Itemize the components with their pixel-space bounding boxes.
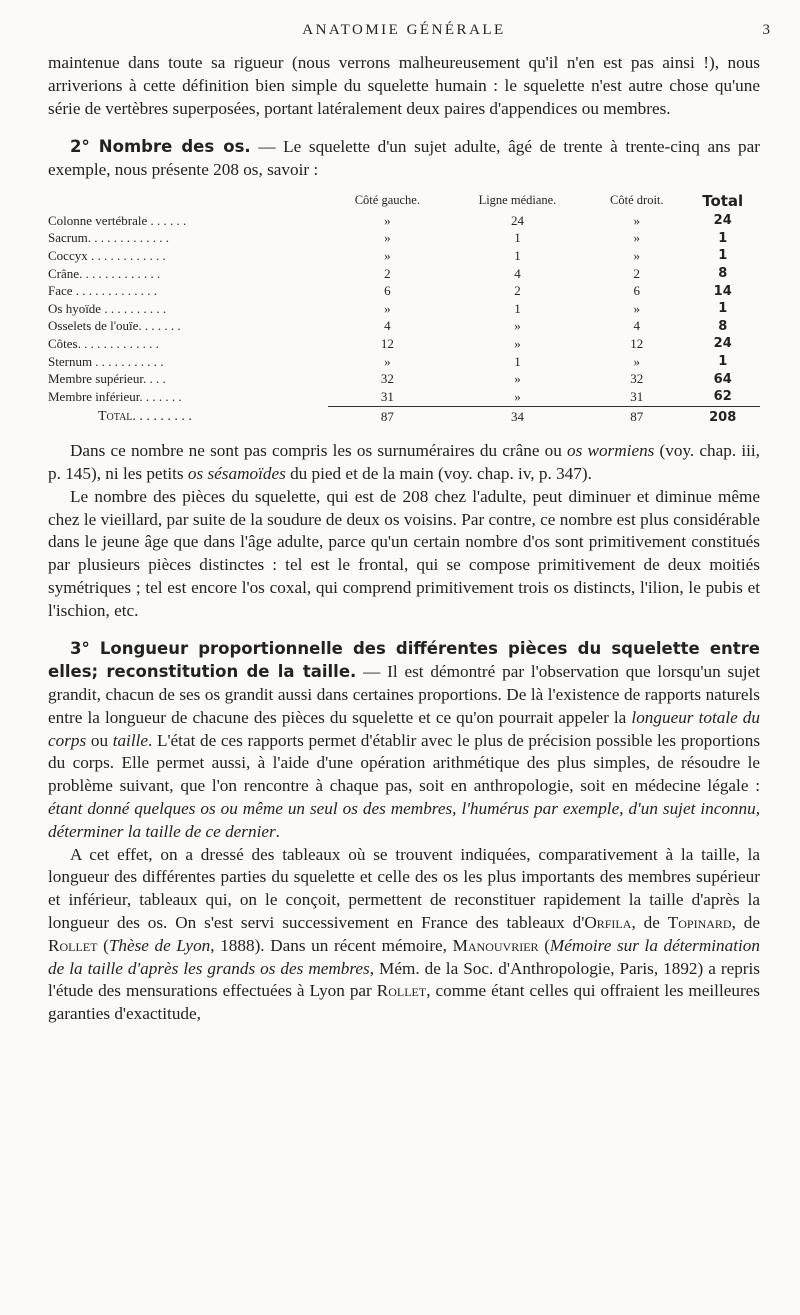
table-row <box>48 370 760 388</box>
col-left-header: Côté gauche. <box>354 193 420 208</box>
author-name: Rollet <box>376 981 427 1001</box>
italic-term: taille <box>112 730 149 750</box>
italic-citation: Mémoire sur la détermination de la taille d'après les grands os des membres <box>48 935 760 978</box>
section-2-paragraph <box>48 136 760 182</box>
intro-paragraph: maintenue dans toute sa rigueur (nous verrons malheureusement qu'il n'en est pas ainsi !), nous arriverions à cette définition bien simple du squelette humain : le squelette n'est autre chose qu'une série de vertèbres superposées, portant latéralement deux paires d'appendices ou membres. <box>48 53 760 118</box>
cell-right: 32 <box>630 371 644 387</box>
cell-total: 1 <box>718 230 728 246</box>
table-row <box>48 388 760 406</box>
col-total-header: Total <box>702 191 744 210</box>
row-label: Crâne. . . . . . . . . . . . . <box>48 265 161 281</box>
cell-median: 34 <box>447 406 588 426</box>
cell-median: » <box>514 318 521 334</box>
row-label: Total. . . . . . . . . <box>98 409 192 425</box>
cell-total: 24 <box>713 336 732 352</box>
running-title: ANATOMIE GÉNÉRALE <box>302 22 506 38</box>
cell-total: 24 <box>713 213 732 229</box>
table-row <box>48 230 760 248</box>
cell-right: 4 <box>633 318 641 334</box>
cell-median: 2 <box>514 283 521 299</box>
row-label: Coccyx . . . . . . . . . . . . <box>48 247 166 263</box>
table-row <box>48 300 760 318</box>
cell-right: » <box>633 230 641 246</box>
page-number: 3 <box>762 22 770 38</box>
row-label: Sacrum. . . . . . . . . . . . . <box>48 230 169 246</box>
cell-left: » <box>384 212 391 228</box>
text-run: . <box>275 821 280 841</box>
cell-right: » <box>633 212 641 228</box>
row-label: Sternum . . . . . . . . . . . <box>48 353 164 369</box>
cell-total: 8 <box>718 266 728 282</box>
table-row <box>48 265 760 283</box>
table-row <box>48 282 760 300</box>
cell-median: 1 <box>514 300 521 316</box>
cell-left: » <box>384 230 391 246</box>
cell-left: 12 <box>380 335 394 351</box>
cell-median: » <box>514 335 521 351</box>
cell-right: 31 <box>630 388 644 404</box>
row-label: Membre inférieur. . . . . . . <box>48 388 182 404</box>
cell-left: » <box>384 247 391 263</box>
row-label: Membre supérieur. . . . <box>48 371 166 387</box>
table-row <box>48 353 760 371</box>
text-run: ( <box>97 935 109 955</box>
cell-right: 6 <box>633 283 641 299</box>
text-run: Dans ce nombre ne sont pas compris les os surnuméraires du crâne ou <box>70 441 568 461</box>
text-run: ou <box>86 730 113 750</box>
bones-table-body <box>48 212 760 426</box>
section-3-paragraph <box>48 638 760 843</box>
cell-right: » <box>633 247 641 263</box>
cell-left: 31 <box>380 388 394 404</box>
italic-problem-statement: étant donné quelques os ou même un seul os des membres, l'humérus par exemple, d'un sujet inconnu, déterminer la taille de ce dernier <box>48 799 760 841</box>
cell-total: 1 <box>718 354 728 370</box>
paragraph-tableaux <box>48 844 760 1026</box>
cell-total: 8 <box>718 318 728 334</box>
text-run: A cet effet, on a dressé des tableaux où se trouvent indiquées, comparativement à la taille, la longueur des différentes parties du squelette et celle des os les plus importants des membres supérieur et inférieur, tableaux qui, on le conçoit, permettent de reconstituer rapidement la taille d'après la longueur des os. On s'est servi successivement en France des tableaux d' <box>48 844 760 933</box>
page <box>48 0 770 1026</box>
italic-term: longueur totale du corps <box>48 707 760 750</box>
cell-total: 208 <box>685 406 760 426</box>
italic-term: os wormiens <box>567 441 655 461</box>
cell-right: » <box>633 353 641 369</box>
col-right-header: Côté droit. <box>610 193 664 208</box>
table-row <box>48 212 760 230</box>
section-3-heading: 3° Longueur proportionnelle des différentes pièces du squelette entre elles; reconstitution de la taille. <box>48 639 760 682</box>
cell-total: 64 <box>713 371 732 387</box>
table-corner <box>48 192 328 212</box>
text-run: , de <box>631 913 668 933</box>
cell-median: 1 <box>514 247 521 263</box>
cell-right: » <box>633 300 641 316</box>
text-run: , Mém. de la Soc. d'Anthropologie, Paris, 1892) a repris l'étude des mensurations effectuées à Lyon par <box>48 958 760 1001</box>
running-head <box>48 0 770 52</box>
cell-total: 1 <box>718 301 728 317</box>
text-run: , 1888). Dans un récent mémoire, <box>210 935 453 955</box>
row-label: Colonne vertébrale . . . . . . <box>48 212 187 228</box>
italic-citation: Thèse de Lyon <box>108 935 211 955</box>
cell-right: 2 <box>633 265 641 281</box>
row-label: Côtes. . . . . . . . . . . . . <box>48 335 159 351</box>
text-run: , de <box>731 913 760 933</box>
paragraph-nombre-pieces: Le nombre des pièces du squelette, qui est de 208 chez l'adulte, peut diminuer et diminue même chez le vieillard, par suite de la soudure de deux os voisins. Par contre, ce nombre est plus considérable dans le jeune âge que dans l'âge adulte, parce qu'un certain nombre d'os sont primitivement constitués par plusieurs pièces distinctes : tel est le frontal, qui se compose primitivement de deux moitiés symétriques ; tel est encore l'os coxal, qui comprend primitivement trois os distincts, l'ilion, le pubis et l'ischion, etc. <box>48 486 760 620</box>
cell-total: 14 <box>713 283 732 299</box>
cell-total: 62 <box>685 388 760 406</box>
table-row <box>48 318 760 336</box>
cell-median: » <box>514 388 521 404</box>
cell-median: » <box>514 371 521 387</box>
text-run: . L'état de ces rapports permet d'établir avec le plus de précision possible les proportions du corps. Elle permet aussi, à l'aide d'une opération arithmétique des plus simples, de résoudre le problème suivant, que l'on rencontre à chaque pas, soit en anthropologie, soit en médecine légale : <box>48 730 761 796</box>
author-name: Manouvrier <box>452 935 539 955</box>
author-name: Topinard <box>667 913 732 933</box>
table-total-row <box>48 406 760 426</box>
cell-left: » <box>384 300 391 316</box>
section-2-text: — Le squelette d'un sujet adulte, âgé de trente à trente-cinq ans par exemple, nous présente 208 os, savoir : <box>48 137 760 180</box>
text-run: du pied et de la main (voy. chap. iv, p. 347). <box>285 463 592 483</box>
cell-right: 12 <box>630 335 644 351</box>
paragraph-surnumeraires <box>48 440 760 486</box>
cell-left: 87 <box>328 406 447 426</box>
author-name: Rollet <box>48 935 98 955</box>
cell-median: 24 <box>510 212 524 228</box>
cell-left: 6 <box>384 283 391 299</box>
italic-term: os sésamoïdes <box>187 463 286 483</box>
col-median-header: Ligne médiane. <box>478 193 557 208</box>
cell-total: 1 <box>718 248 728 264</box>
cell-median: 1 <box>514 230 521 246</box>
text-run: , comme étant celles qui offraient les meilleures garanties d'exactitude, <box>48 981 760 1024</box>
row-label: Osselets de l'ouïe. . . . . . . <box>48 318 181 334</box>
cell-left: 2 <box>384 265 391 281</box>
cell-left: 4 <box>384 318 391 334</box>
cell-median: 1 <box>514 353 521 369</box>
section-2-heading: 2° Nombre des os. <box>70 137 251 157</box>
table-row <box>48 335 760 353</box>
bones-table <box>48 192 760 426</box>
text-run: (voy. chap. iii, p. 145), ni les petits <box>48 441 760 483</box>
cell-left: 32 <box>380 371 394 387</box>
row-label: Os hyoïde . . . . . . . . . . <box>48 300 167 316</box>
cell-median: 4 <box>514 265 521 281</box>
text-run: — Il est démontré par l'observation que lorsqu'un sujet grandit, chacun de ses os grandit aussi dans certaines proportions. De là l'existence de rapports naturels entre la longueur de chacune des pièces du squelette et ce qu'on pourrait appeler la <box>48 662 760 727</box>
cell-right: 87 <box>588 406 685 426</box>
row-label: Face . . . . . . . . . . . . . <box>48 283 158 299</box>
author-name: Orfila <box>584 913 632 933</box>
cell-left: » <box>384 353 391 369</box>
table-row <box>48 247 760 265</box>
text-run: ( <box>538 935 550 955</box>
